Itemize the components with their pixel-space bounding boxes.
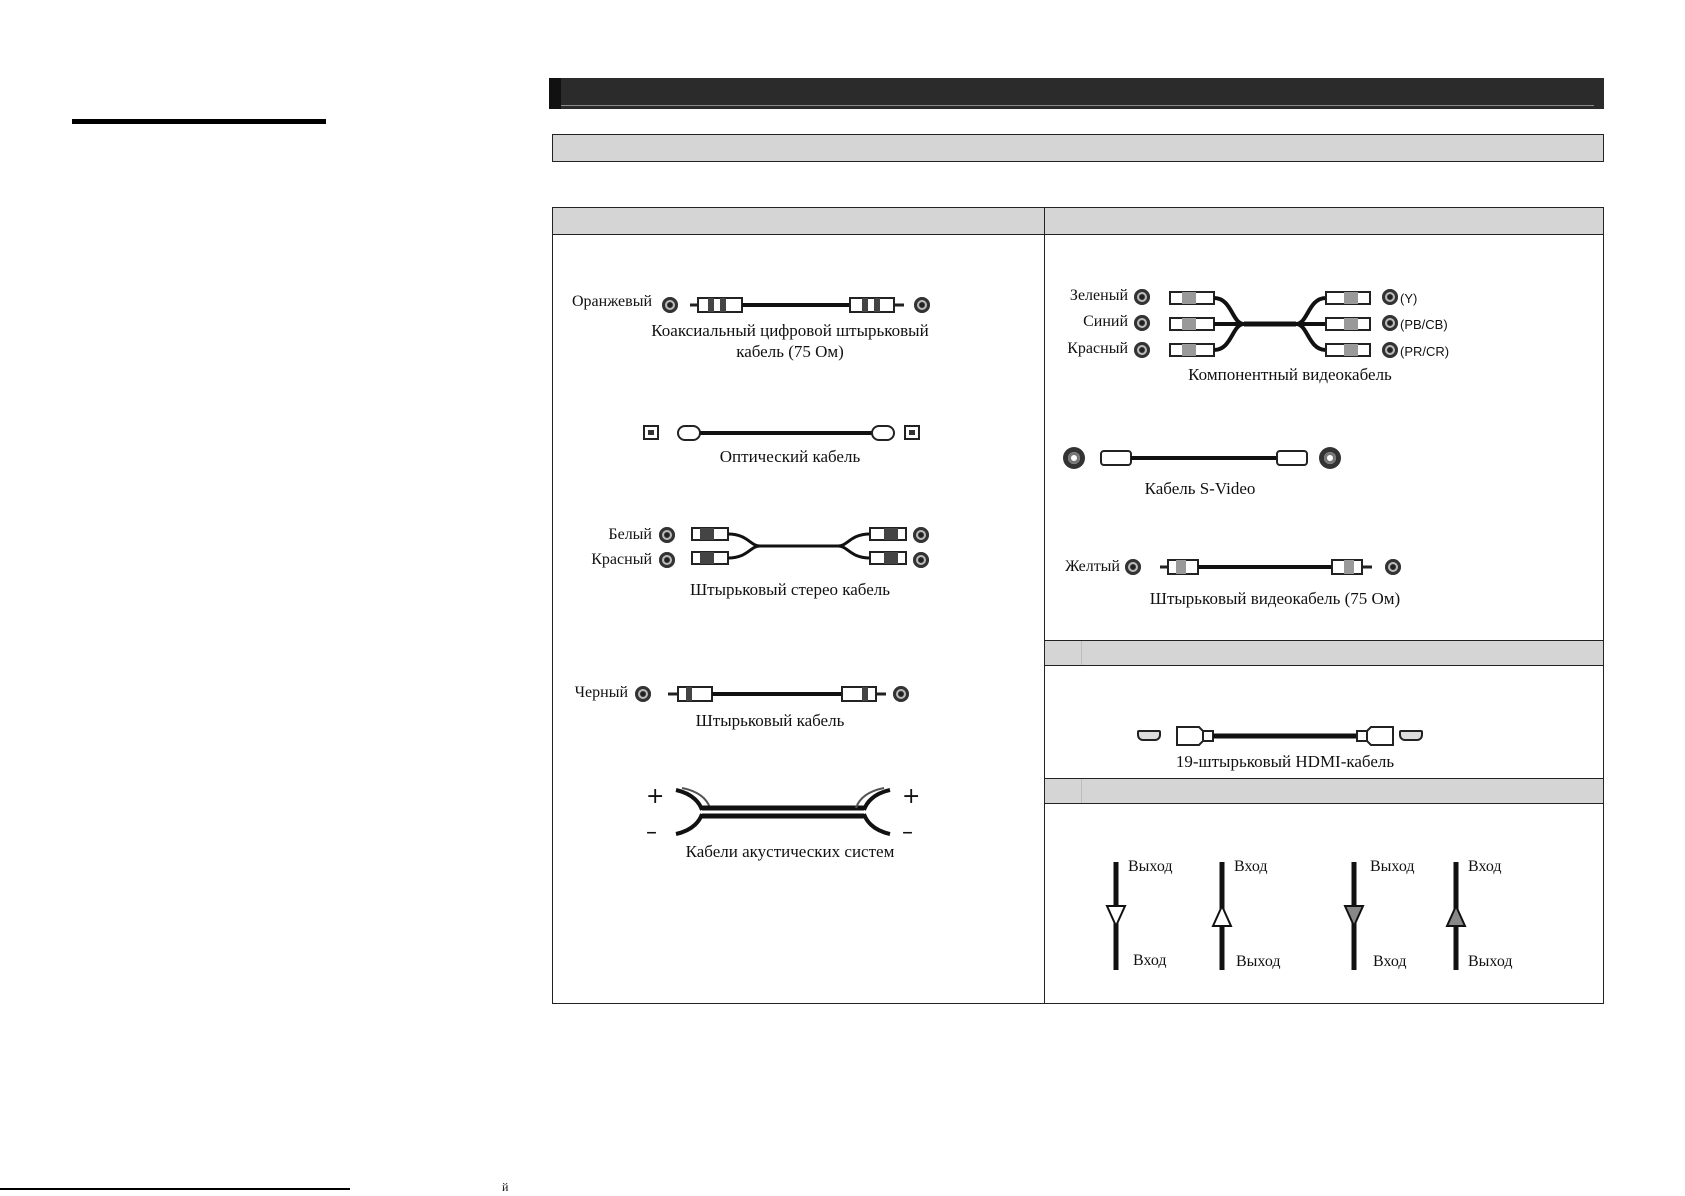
green-jack-icon	[1134, 289, 1150, 305]
pr-label: (PR/CR)	[1400, 344, 1450, 359]
video-jack-right-icon	[1385, 559, 1401, 575]
page-title-bar	[549, 78, 1604, 109]
optical-cable-icon	[676, 421, 896, 445]
white-jack-icon	[659, 527, 675, 543]
flow2-bottom-label: Выход	[1236, 953, 1281, 970]
speaker-cable-icon	[672, 784, 894, 840]
orange-label: Оранжевый	[571, 293, 652, 310]
red-label: Красный	[591, 551, 652, 568]
video-cable-icon	[1160, 556, 1374, 578]
signal-arrow-up-gray-icon	[1444, 860, 1468, 972]
coaxial-jack-right-icon	[914, 297, 930, 313]
flow4-top-label: Вход	[1468, 858, 1502, 875]
blue-jack-icon	[1134, 315, 1150, 331]
component-caption: Компонентный видеокабель	[1188, 365, 1392, 384]
svideo-jack-left-icon	[1063, 447, 1085, 469]
white-label: Белый	[608, 526, 652, 543]
pin-caption: Штырьковый кабель	[695, 711, 845, 730]
orange-jack-icon	[662, 297, 678, 313]
left-margin-rule	[72, 119, 326, 124]
signal-arrow-down-white-icon	[1104, 860, 1128, 972]
yellow-label: Желтый	[1065, 558, 1120, 575]
pb-label: (PB/CB)	[1400, 317, 1448, 332]
svideo-cable-icon	[1097, 447, 1311, 469]
y-jack-icon	[1382, 289, 1398, 305]
signal-arrow-down-gray-icon	[1342, 860, 1366, 972]
optical-caption: Оптический кабель	[719, 447, 861, 466]
signal-arrow-up-white-icon	[1210, 860, 1234, 972]
pin-cable-icon	[668, 683, 888, 705]
component-cable-icon	[1160, 284, 1380, 364]
component-red-label: Красный	[1067, 340, 1128, 357]
coaxial-cable-icon	[690, 294, 910, 316]
signal-flow-section-header	[1045, 778, 1603, 804]
stereo-caption: Штырьковый стерео кабель	[689, 580, 890, 599]
yellow-jack-icon	[1125, 559, 1141, 575]
hdmi-cable-icon	[1173, 723, 1397, 749]
pr-jack-icon	[1382, 342, 1398, 358]
green-label: Зеленый	[1069, 287, 1128, 304]
flow1-top-label: Выход	[1128, 858, 1173, 875]
coaxial-caption-line2: кабель (75 Ом)	[736, 342, 844, 361]
pb-jack-icon	[1382, 315, 1398, 331]
optical-jack-left-icon	[643, 425, 659, 440]
audio-cables-header	[553, 208, 1044, 235]
stereo-jack-right-bottom-icon	[913, 552, 929, 568]
flow3-bottom-label: Вход	[1373, 953, 1407, 970]
flow3-top-label: Выход	[1370, 858, 1415, 875]
svideo-jack-right-icon	[1319, 447, 1341, 469]
video-cables-header	[1045, 208, 1603, 235]
black-jack-icon	[635, 686, 651, 702]
footer-glyph: й	[502, 1180, 509, 1194]
black-label: Черный	[574, 684, 628, 701]
component-red-jack-icon	[1134, 342, 1150, 358]
flow1-bottom-label: Вход	[1133, 952, 1167, 969]
hdmi-jack-left-icon	[1137, 730, 1161, 741]
coaxial-caption-line1: Коаксиальный цифровой штырьковый	[651, 321, 929, 340]
y-label: (Y)	[1400, 291, 1418, 306]
video-caption: Штырьковый видеокабель (75 Ом)	[1149, 589, 1401, 608]
stereo-jack-right-top-icon	[913, 527, 929, 543]
blue-label: Синий	[1083, 313, 1128, 330]
optical-jack-right-icon	[904, 425, 920, 440]
flow2-top-label: Вход	[1234, 858, 1268, 875]
red-jack-icon	[659, 552, 675, 568]
speaker-plus-right: +	[902, 784, 921, 809]
speaker-minus-left: –	[646, 820, 657, 845]
hdmi-section-header	[1045, 640, 1603, 666]
hdmi-caption: 19-штырьковый HDMI-кабель	[1175, 752, 1395, 771]
footer-rule	[0, 1188, 350, 1190]
speaker-minus-right: –	[902, 820, 913, 845]
svideo-caption: Кабель S-Video	[1144, 479, 1256, 498]
pin-jack-right-icon	[893, 686, 909, 702]
hdmi-jack-right-icon	[1399, 730, 1423, 741]
speaker-caption: Кабели акустических систем	[685, 842, 895, 861]
stereo-cable-icon	[688, 522, 910, 572]
speaker-plus-left: +	[646, 784, 665, 809]
section-subtitle-bar	[552, 134, 1604, 162]
flow4-bottom-label: Выход	[1468, 953, 1513, 970]
